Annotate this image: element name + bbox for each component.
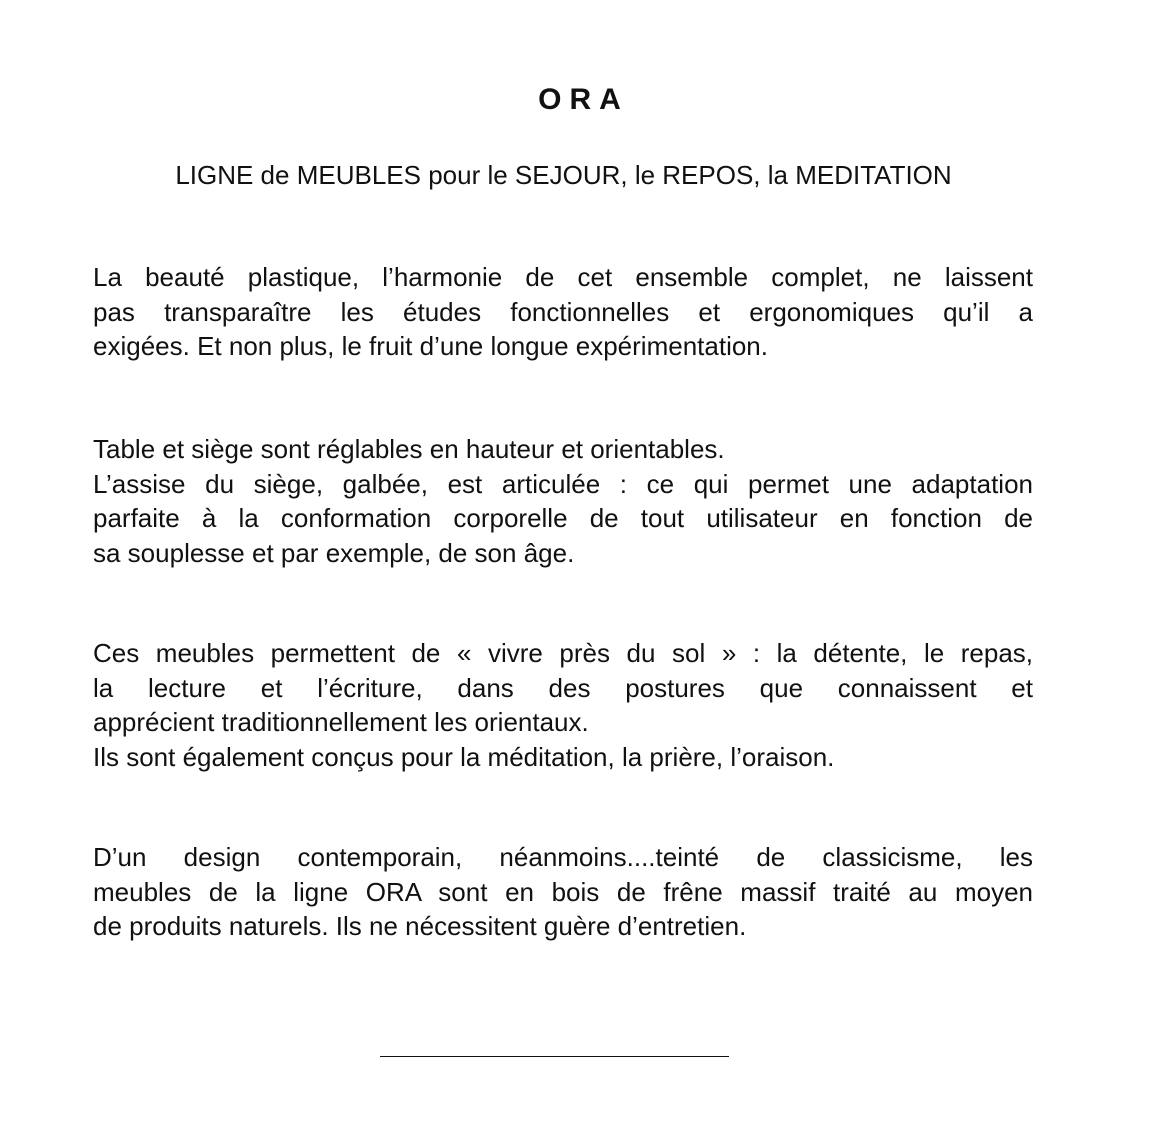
- paragraph-line: apprécient traditionnellement les orientaux.: [93, 707, 589, 737]
- paragraph-line: Table et siège sont réglables en hauteur et orientables.: [93, 434, 725, 464]
- paragraph-line: La beauté plastique, l’harmonie de cet ensemble complet, ne laissent: [93, 262, 1033, 292]
- paragraph-line: Ces meubles permettent de « vivre près du sol » : la détente, le repas,: [93, 638, 1033, 668]
- paragraph-line: exigées. Et non plus, le fruit d’une longue expérimentation.: [93, 331, 768, 361]
- paragraph-line: de produits naturels. Ils ne nécessitent guère d’entretien.: [93, 911, 747, 941]
- document-subtitle: LIGNE de MEUBLES pour le SEJOUR, le REPOS, la MEDITATION: [175, 160, 952, 190]
- paragraph-line: D’un design contemporain, néanmoins....teinté de classicisme, les: [93, 842, 1033, 872]
- paragraph-4: [93, 840, 1033, 944]
- closing-divider: [380, 1056, 729, 1057]
- paragraph-line: meubles de la ligne ORA sont en bois de frêne massif traité au moyen: [93, 876, 1033, 907]
- paragraph-line: pas transparaître les études fonctionnelles et ergonomiques qu’il a: [93, 296, 1033, 327]
- paragraph-line: la lecture et l’écriture, dans des postures que connaissent et: [93, 672, 1033, 703]
- paragraph-1: [93, 260, 1033, 364]
- paragraph-line: L’assise du siège, galbée, est articulée : ce qui permet une adaptation: [93, 468, 1033, 499]
- paragraph-line: sa souplesse et par exemple, de son âge.: [93, 537, 575, 568]
- paragraph-line: Ils sont également conçus pour la méditation, la prière, l’oraison.: [93, 741, 835, 772]
- paragraph-line: parfaite à la conformation corporelle de tout utilisateur en fonction de: [93, 503, 1033, 533]
- paragraph-3: [93, 636, 1033, 774]
- document-title: ORA: [538, 83, 629, 116]
- paragraph-2: [93, 432, 1033, 570]
